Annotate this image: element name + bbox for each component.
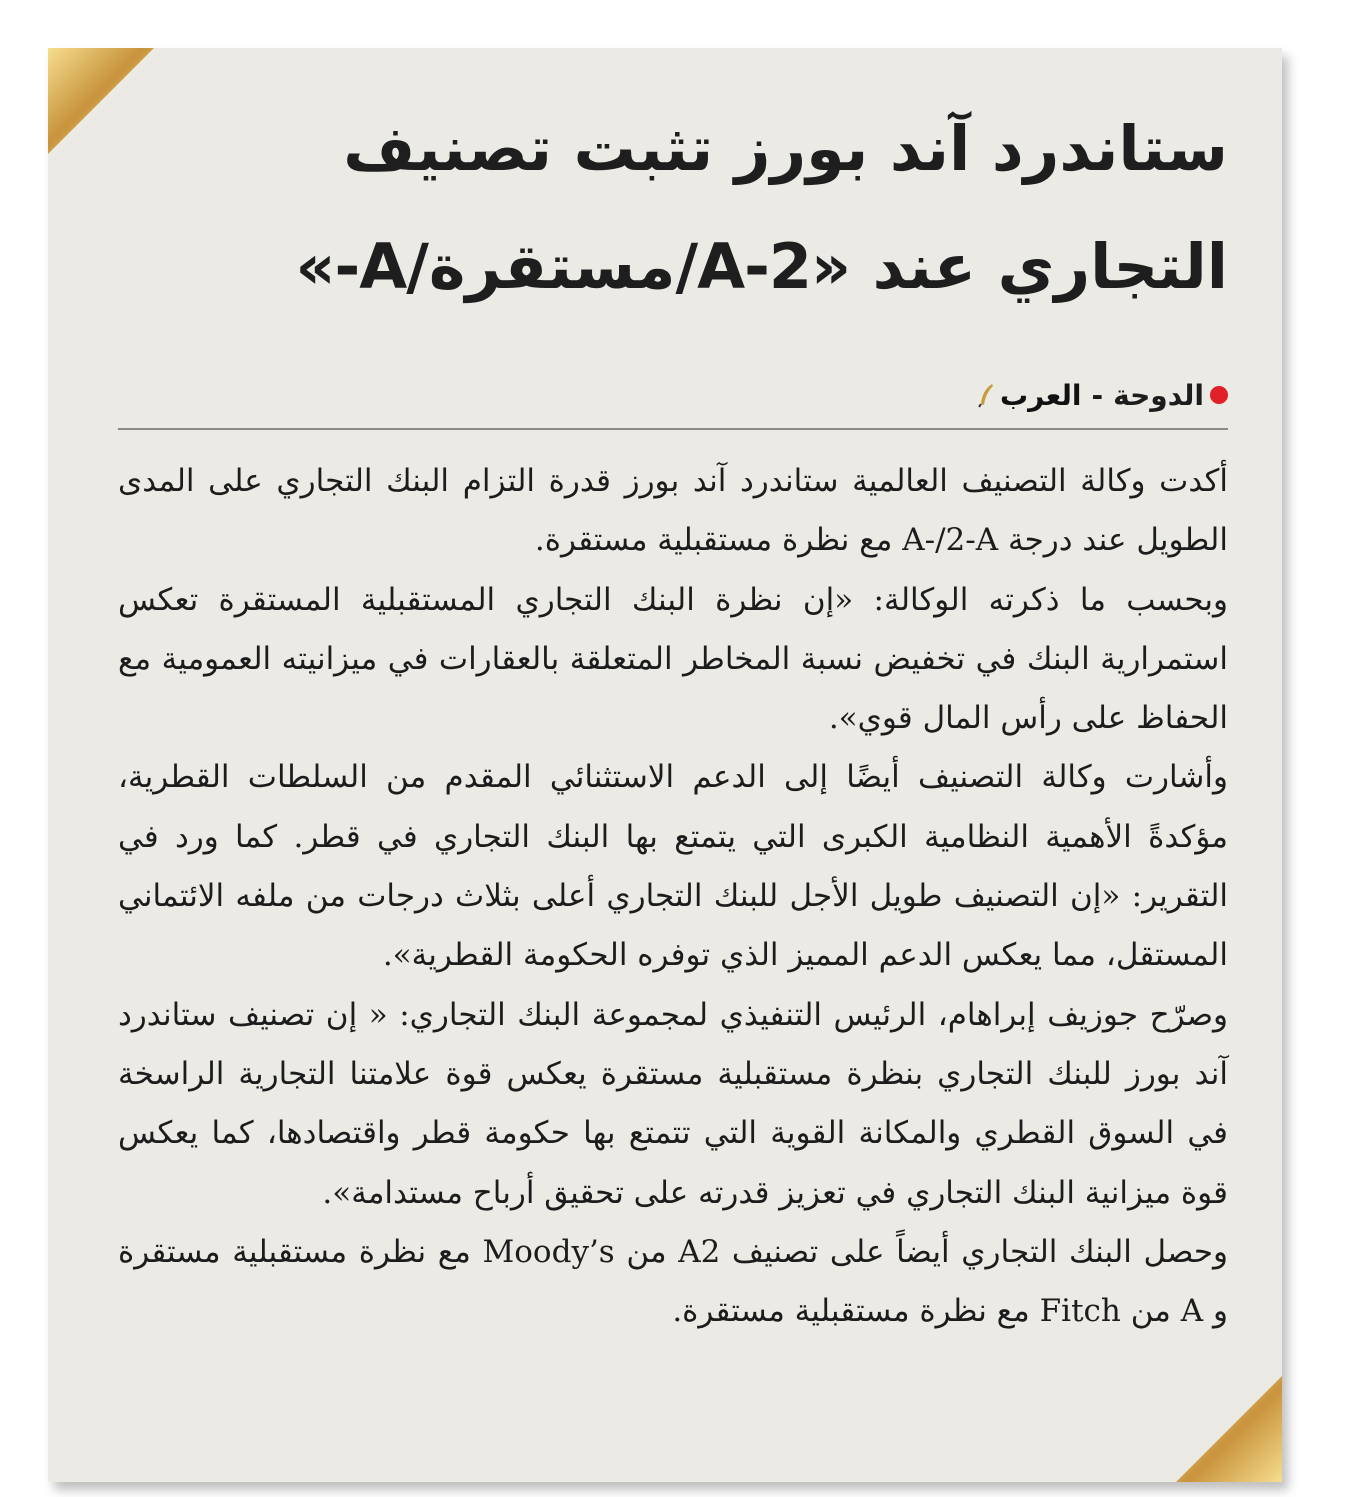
byline <box>118 372 1228 418</box>
headline-line-1: ستاندرد آند بورز تثبت تصنيف <box>343 112 1228 185</box>
article <box>118 90 1228 1341</box>
headline-line-2: التجاري عند «A-2/مستقرة/A-» <box>295 230 1228 303</box>
byline-separator: - <box>1091 378 1104 412</box>
headline <box>118 90 1228 326</box>
article-body <box>118 452 1228 1341</box>
divider <box>118 428 1228 430</box>
byline-location: الدوحة <box>1113 378 1204 412</box>
paragraph: أكدت وكالة التصنيف العالمية ستاندرد آند بورز قدرة التزام البنك التجاري على المدى الطويل عند درجة A-/2-A مع نظرة مستقبلية مستقرة. <box>118 463 1228 559</box>
paragraph: وحصل البنك التجاري أيضاً على تصنيف A2 من Moody’s مع نظرة مستقبلية مستقرة و A من Fitch مع نظرة مستقبلية مستقرة. <box>118 1233 1228 1330</box>
source-logo <box>976 379 1081 412</box>
paragraph: وصرّح جوزيف إبراهام، الرئيس التنفيذي لمجموعة البنك التجاري: « إن تصنيف ستاندرد آند بورز للبنك التجاري بنظرة مستقبلية مستقرة يعكس قوة علامتنا التجارية الراسخة في السوق القطري والمكانة القوية التي تتمتع بها حكومة قطر واقتصادها، كما يعكس قوة ميزانية البنك التجاري في تعزيز قدرته على تحقيق أرباح مستدامة». <box>118 996 1228 1211</box>
red-dot-icon <box>1210 386 1228 404</box>
quill-icon <box>976 382 996 408</box>
paragraph: وبحسب ما ذكرته الوكالة: «إن نظرة البنك التجاري المستقبلية المستقرة تعكس استمرارية البنك في تخفيض نسبة المخاطر المتعلقة بالعقارات في ميزانيته العمومية مع الحفاظ على رأس المال قوي». <box>118 581 1228 737</box>
source-name: العرب <box>1000 378 1082 412</box>
gold-corner-bottom-right <box>1172 1372 1282 1482</box>
paragraph: وأشارت وكالة التصنيف أيضًا إلى الدعم الاستثنائي المقدم من السلطات القطرية، مؤكدةً الأهمية النظامية الكبرى التي يتمتع بها البنك التجاري في قطر. كما ورد في التقرير: «إن التصنيف طويل الأجل للبنك التجاري أعلى بثلاث درجات من ملفه الائتماني المستقل، مما يعكس الدعم المميز الذي توفره الحكومة القطرية». <box>118 759 1228 974</box>
